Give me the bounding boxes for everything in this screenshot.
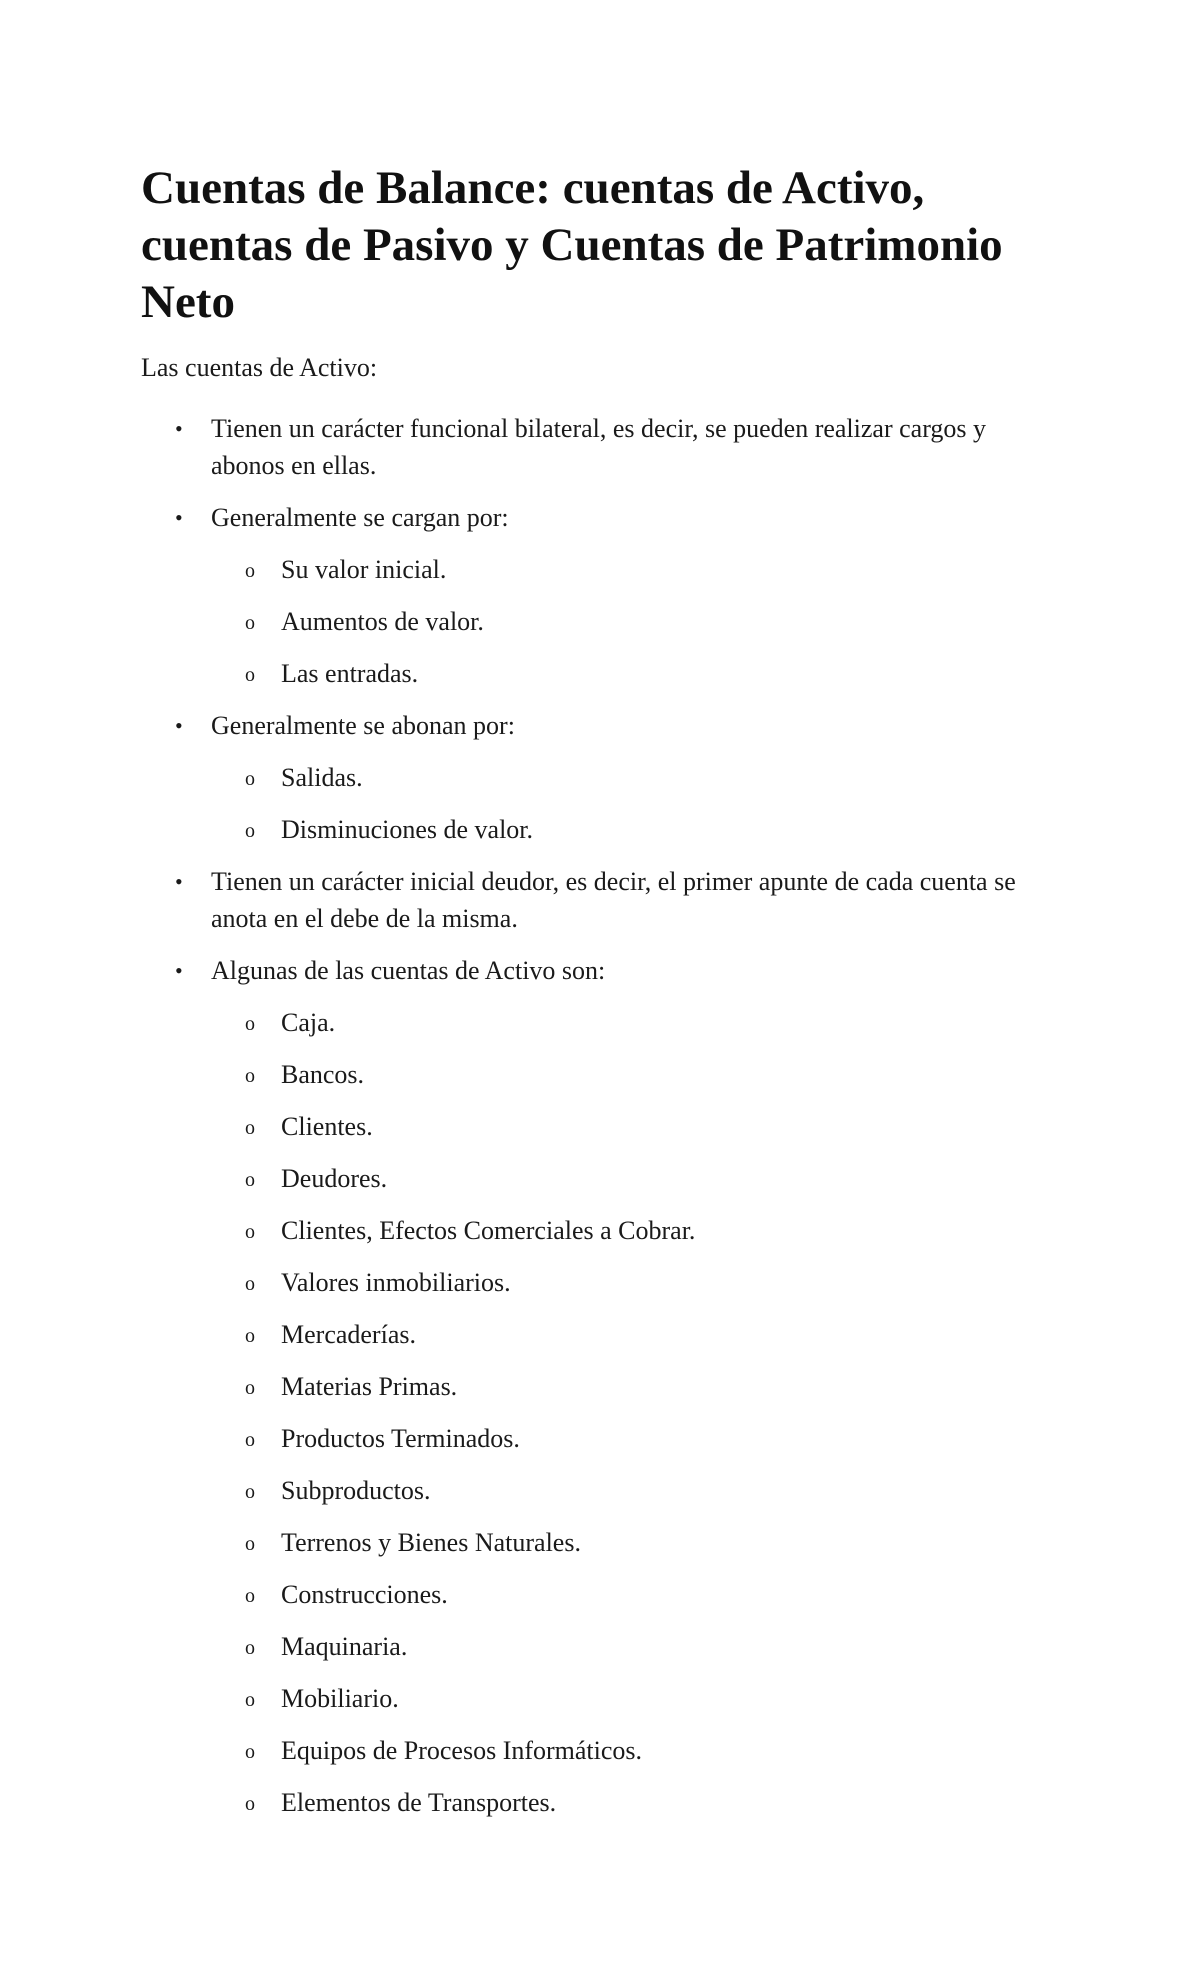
list-item	[141, 499, 1061, 692]
sub-list-item	[211, 1264, 1061, 1301]
list-item	[141, 863, 1061, 937]
sub-list-item	[211, 1056, 1061, 1093]
list-item	[141, 410, 1061, 484]
bullet-icon: •	[175, 713, 183, 738]
circle-bullet-icon: o	[245, 1793, 255, 1815]
sub-list-item-text: Mercaderías.	[281, 1320, 416, 1349]
sub-list-item	[211, 1472, 1061, 1509]
circle-bullet-icon: o	[245, 1429, 255, 1451]
circle-bullet-icon: o	[245, 1481, 255, 1503]
sub-list-item-text: Las entradas.	[281, 659, 419, 688]
sub-list-item-text: Valores inmobiliarios.	[281, 1268, 511, 1297]
circle-bullet-icon: o	[245, 1169, 255, 1191]
circle-bullet-icon: o	[245, 1065, 255, 1087]
sub-list-item	[211, 1160, 1061, 1197]
circle-bullet-icon: o	[245, 1273, 255, 1295]
circle-bullet-icon: o	[245, 820, 255, 842]
sub-list	[211, 551, 1061, 692]
sub-list-item-text: Salidas.	[281, 763, 363, 792]
sub-list-item	[211, 1004, 1061, 1041]
sub-list-item-text: Construcciones.	[281, 1580, 448, 1609]
bullet-icon: •	[175, 505, 183, 530]
bullet-icon: •	[175, 958, 183, 983]
circle-bullet-icon: o	[245, 1637, 255, 1659]
list-item-text: Tienen un carácter inicial deudor, es decir, el primer apunte de cada cuenta se anota en el debe de la misma.	[211, 867, 1016, 933]
list-item-text: Generalmente se cargan por:	[211, 503, 509, 532]
circle-bullet-icon: o	[245, 1689, 255, 1711]
bullet-list	[141, 410, 1061, 1821]
sub-list-item-text: Clientes, Efectos Comerciales a Cobrar.	[281, 1216, 696, 1245]
circle-bullet-icon: o	[245, 1221, 255, 1243]
sub-list-item-text: Aumentos de valor.	[281, 607, 484, 636]
sub-list-item-text: Caja.	[281, 1008, 336, 1037]
circle-bullet-icon: o	[245, 1325, 255, 1347]
bullet-icon: •	[175, 869, 183, 894]
sub-list-item	[211, 1576, 1061, 1613]
sub-list-item-text: Materias Primas.	[281, 1372, 458, 1401]
list-item-text: Generalmente se abonan por:	[211, 711, 515, 740]
sub-list-item	[211, 551, 1061, 588]
circle-bullet-icon: o	[245, 612, 255, 634]
sub-list-item-text: Disminuciones de valor.	[281, 815, 534, 844]
sub-list	[211, 1004, 1061, 1821]
circle-bullet-icon: o	[245, 1013, 255, 1035]
sub-list-item-text: Su valor inicial.	[281, 555, 447, 584]
list-item	[141, 952, 1061, 1821]
sub-list-item	[211, 1680, 1061, 1717]
circle-bullet-icon: o	[245, 1117, 255, 1139]
bullet-icon: •	[175, 416, 183, 441]
sub-list-item	[211, 759, 1061, 796]
page-title: Cuentas de Balance: cuentas de Activo, cuentas de Pasivo y Cuentas de Patrimonio Neto	[141, 162, 1003, 328]
circle-bullet-icon: o	[245, 560, 255, 582]
sub-list-item-text: Productos Terminados.	[281, 1424, 520, 1453]
sub-list-item-text: Equipos de Procesos Informáticos.	[281, 1736, 643, 1765]
sub-list	[211, 759, 1061, 848]
document-page	[141, 160, 1061, 1836]
circle-bullet-icon: o	[245, 1585, 255, 1607]
circle-bullet-icon: o	[245, 1533, 255, 1555]
sub-list-item	[211, 1108, 1061, 1145]
sub-list-item	[211, 1732, 1061, 1769]
sub-list-item	[211, 1628, 1061, 1665]
circle-bullet-icon: o	[245, 664, 255, 686]
circle-bullet-icon: o	[245, 768, 255, 790]
list-item-text: Algunas de las cuentas de Activo son:	[211, 956, 606, 985]
sub-list-item-text: Mobiliario.	[281, 1684, 399, 1713]
sub-list-item	[211, 811, 1061, 848]
sub-list-item-text: Clientes.	[281, 1112, 373, 1141]
sub-list-item	[211, 1212, 1061, 1249]
sub-list-item-text: Elementos de Transportes.	[281, 1788, 557, 1817]
sub-list-item-text: Bancos.	[281, 1060, 365, 1089]
sub-list-item-text: Subproductos.	[281, 1476, 431, 1505]
sub-list-item	[211, 1368, 1061, 1405]
circle-bullet-icon: o	[245, 1741, 255, 1763]
sub-list-item	[211, 603, 1061, 640]
list-item	[141, 707, 1061, 848]
sub-list-item-text: Maquinaria.	[281, 1632, 408, 1661]
sub-list-item	[211, 655, 1061, 692]
sub-list-item-text: Deudores.	[281, 1164, 388, 1193]
sub-list-item	[211, 1316, 1061, 1353]
sub-list-item	[211, 1784, 1061, 1821]
intro-paragraph: Las cuentas de Activo:	[141, 353, 378, 382]
sub-list-item	[211, 1524, 1061, 1561]
list-item-text: Tienen un carácter funcional bilateral, es decir, se pueden realizar cargos y abonos en ellas.	[211, 414, 986, 480]
circle-bullet-icon: o	[245, 1377, 255, 1399]
sub-list-item-text: Terrenos y Bienes Naturales.	[281, 1528, 581, 1557]
sub-list-item	[211, 1420, 1061, 1457]
